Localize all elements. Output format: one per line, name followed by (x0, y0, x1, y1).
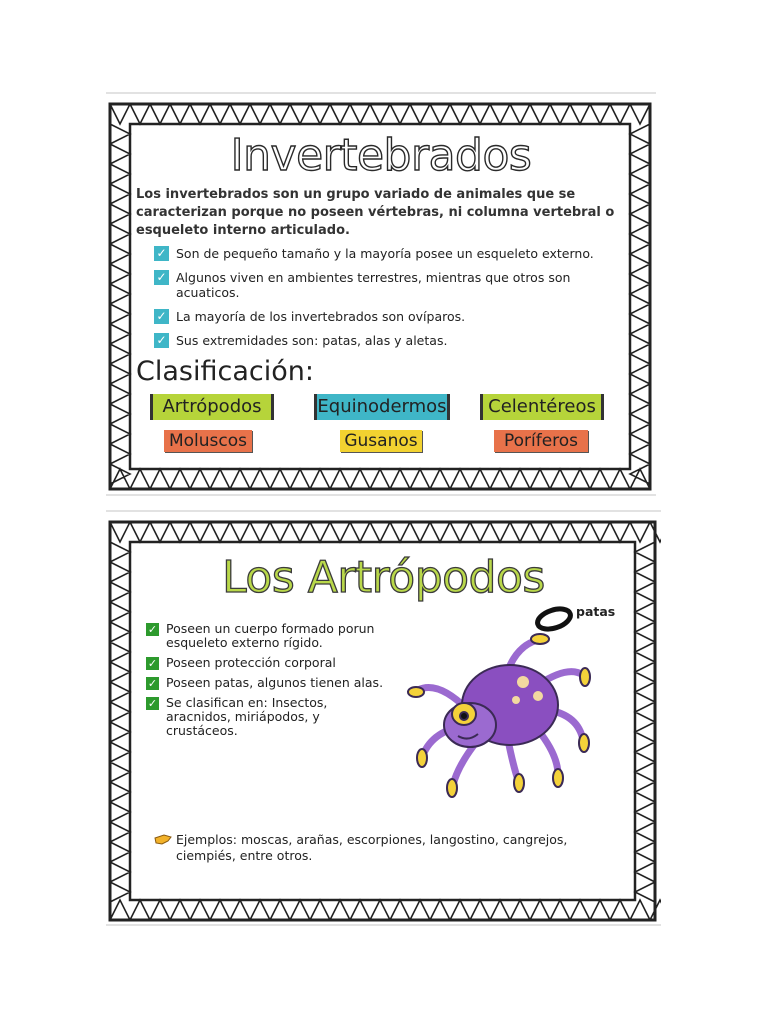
list-item: ✓ Poseen patas, algunos tienen alas. (147, 675, 384, 690)
list-item: ✓ La mayoría de los invertebrados son ovíparos. (154, 309, 614, 324)
list-item: ✓ Son de pequeño tamaño y la mayoría posee un esqueleto externo. (154, 246, 614, 261)
classification-heading: Clasificación: (136, 356, 314, 387)
group-tag-poriferos: Poríferos (494, 430, 588, 452)
group-tag-celentereos: Celentéreos (480, 394, 604, 420)
list-item: ✓ Se clasifican en: Insectos, aracnidos, miriápodos, y crustáceos. (147, 695, 328, 738)
list-item: ✓ Algunos viven en ambientes terrestres, mientras que otros son acuaticos. (154, 270, 614, 300)
checkmark-icon: ✓ (154, 246, 169, 261)
checkmark-icon: ✓ (147, 697, 158, 710)
group-tag-equinodermos: Equinodermos (314, 394, 450, 420)
invertebrados-card (106, 92, 656, 496)
characteristics-list (146, 622, 386, 744)
spider-illustration (398, 630, 598, 800)
group-tag-moluscos: Moluscos (164, 430, 252, 452)
checkmark-icon: ✓ (154, 270, 169, 285)
artropodos-card (106, 510, 661, 926)
examples-text: Ejemplos: moscas, arañas, escorpiones, langostino, cangrejos, ciempiés, entre otros. (176, 832, 596, 864)
intro-paragraph: Los invertebrados son un grupo variado de animales que se caracterizan porque no poseen vértebras, ni columna vertebral o esqueleto interno articulado. (136, 187, 615, 238)
checkmark-icon: ✓ (154, 333, 169, 348)
list-item: ✓ Sus extremidades son: patas, alas y aletas. (154, 333, 614, 348)
group-tag-gusanos: Gusanos (340, 430, 422, 452)
characteristics-list (154, 246, 614, 357)
checkmark-icon: ✓ (154, 309, 169, 324)
list-item: ✓ Poseen protección corporal (147, 655, 336, 670)
group-tag-artropodos: Artrópodos (150, 394, 274, 420)
checkmark-icon: ✓ (147, 657, 158, 670)
list-item: ✓ Poseen un cuerpo formado porun esqueleto externo rígido. (147, 621, 375, 650)
page-title: Los Artrópodos (222, 552, 545, 603)
page-title: Invertebrados (230, 130, 532, 181)
patas-label: patas (576, 604, 616, 619)
pointing-hand-icon (154, 832, 172, 846)
checkmark-icon: ✓ (147, 677, 158, 690)
checkmark-icon: ✓ (147, 623, 158, 636)
